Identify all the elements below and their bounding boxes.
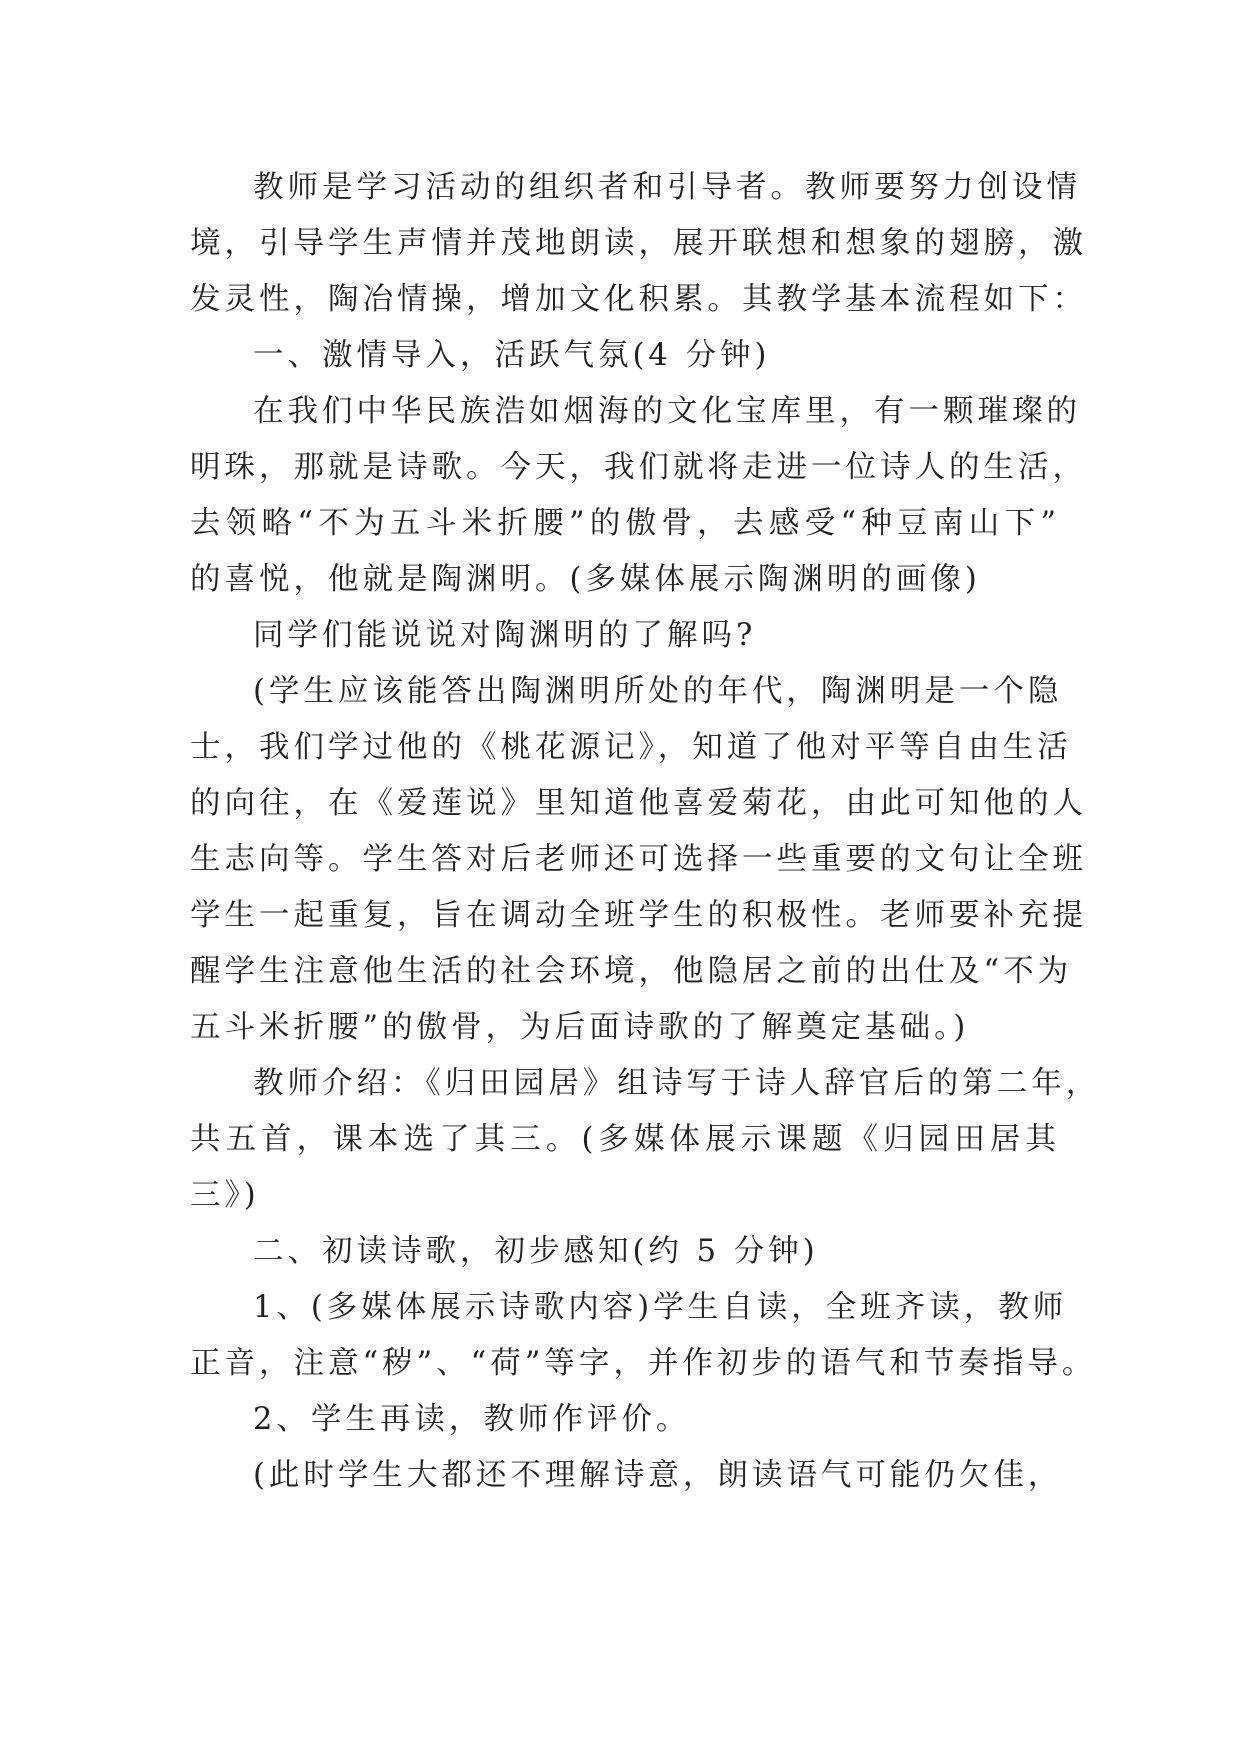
text-line: 生志向等。学生答对后老师还可选择一些重要的文句让全班 bbox=[190, 842, 1087, 877]
text-line: 去领略“不为五斗米折腰”的傲骨，去感受“种豆南山下” bbox=[190, 506, 1060, 541]
document-body bbox=[190, 160, 1101, 1504]
text-line: 正音，注意“秽”、“荷”等字，并作初步的语气和节奏指导。 bbox=[190, 1346, 1097, 1381]
text-line: 在我们中华民族浩如烟海的文化宝库里，有一颗璀璨的 bbox=[253, 394, 1081, 429]
text-line: 教师是学习活动的组织者和引导者。教师要努力创设情 bbox=[253, 170, 1081, 205]
text-line: 明珠，那就是诗歌。今天，我们就将走进一位诗人的生活， bbox=[190, 450, 1087, 485]
text-line: 发灵性，陶冶情操，增加文化积累。其教学基本流程如下： bbox=[190, 282, 1087, 317]
text-line: 的向往，在《爱莲说》里知道他喜爱菊花，由此可知他的人 bbox=[190, 786, 1087, 821]
section-heading: 二、初读诗歌，初步感知(约 5 分钟) bbox=[253, 1234, 819, 1269]
text-line: 醒学生注意他生活的社会环境，他隐居之前的出仕及“不为 bbox=[190, 954, 1073, 989]
text-line: 五斗米折腰”的傲骨，为后面诗歌的了解奠定基础。) bbox=[190, 1010, 970, 1045]
text-line: 1、(多媒体展示诗歌内容)学生自读，全班齐读，教师 bbox=[253, 1290, 1068, 1325]
text-line: 共五首，课本选了其三。(多媒体展示课题《归园田居其 bbox=[190, 1122, 1060, 1157]
text-line: 2、学生再读，教师作评价。 bbox=[253, 1402, 691, 1437]
text-line: (学生应该能答出陶渊明所处的年代，陶渊明是一个隐 bbox=[253, 674, 1063, 709]
text-line: 士，我们学过他的《桃花源记》，知道了他对平等自由生活 bbox=[190, 730, 1072, 765]
text-line: 三》) bbox=[190, 1178, 260, 1213]
section-heading: 一、激情导入，活跃气氛(4 分钟) bbox=[253, 338, 771, 373]
text-line: 的喜悦，他就是陶渊明。(多媒体展示陶渊明的画像) bbox=[190, 562, 981, 597]
text-line: 学生一起重复，旨在调动全班学生的积极性。老师要补充提 bbox=[190, 898, 1087, 933]
text-line: 教师介绍：《归田园居》组诗写于诗人辞官后的第二年， bbox=[253, 1066, 1101, 1101]
text-line: (此时学生大都还不理解诗意，朗读语气可能仍欠佳， bbox=[253, 1458, 1063, 1493]
text-line: 同学们能说说对陶渊明的了解吗? bbox=[253, 618, 757, 653]
text-line: 境，引导学生声情并茂地朗读，展开联想和想象的翅膀，激 bbox=[190, 226, 1087, 261]
